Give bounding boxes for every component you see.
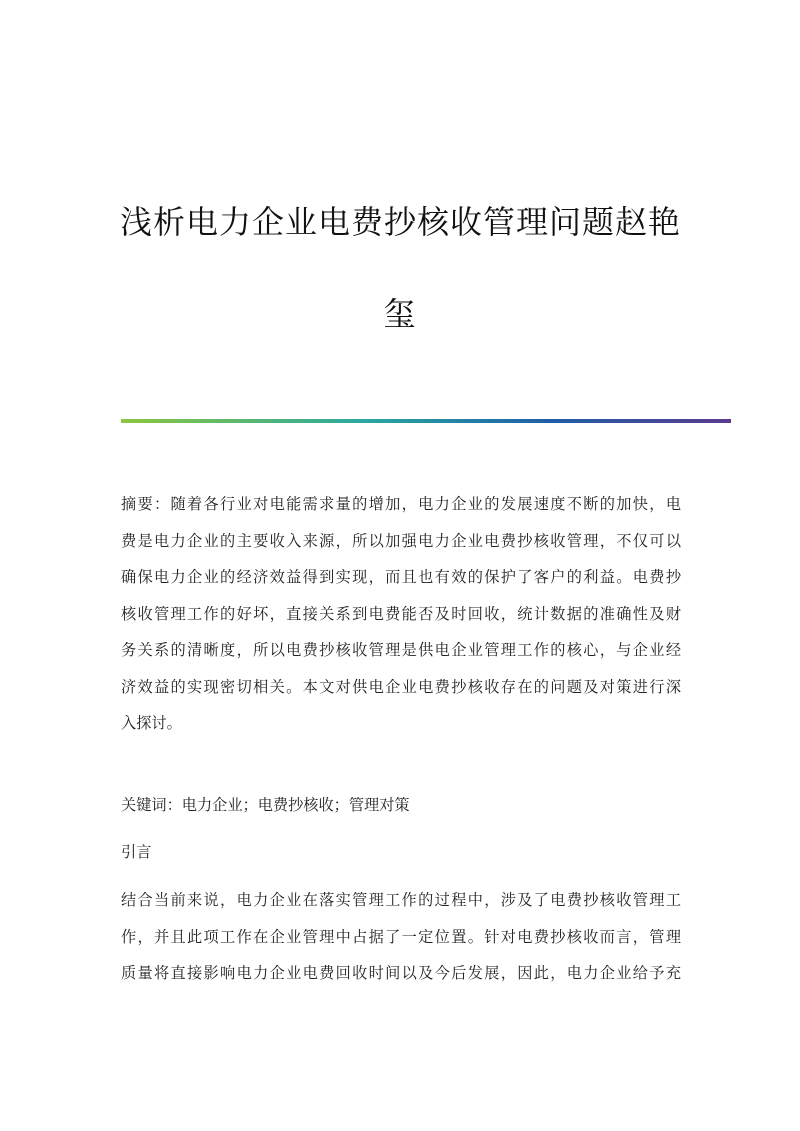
intro-section — [121, 882, 681, 992]
keywords-section — [121, 787, 681, 824]
intro-heading: 引言 — [121, 843, 152, 861]
intro-heading-section — [121, 834, 681, 871]
intro-line: 质量将直接影响电力企业电费回收时间以及今后发展，因此，电力企业给予充 — [121, 964, 681, 982]
abstract-paragraph — [121, 486, 681, 742]
abstract-line: 摘要：随着各行业对电能需求量的增加，电力企业的发展速度不断的加快，电 — [121, 495, 681, 513]
title-divider-rule — [121, 419, 731, 423]
abstract-section — [121, 486, 681, 742]
abstract-line: 入探讨。 — [121, 714, 182, 732]
abstract-line: 费是电力企业的主要收入来源，所以加强电力企业电费抄核收管理，不仅可以 — [121, 531, 681, 550]
intro-heading-paragraph — [121, 834, 681, 871]
intro-paragraph — [121, 882, 681, 992]
document-title — [120, 176, 680, 360]
abstract-line: 务关系的清晰度，所以电费抄核收管理是供电企业管理工作的核心，与企业经 — [121, 641, 681, 659]
keywords-line: 关键词：电力企业；电费抄核收；管理对策 — [121, 796, 410, 814]
abstract-line: 确保电力企业的经济效益得到实现，而且也有效的保护了客户的利益。电费抄 — [121, 568, 681, 586]
intro-line: 结合当前来说，电力企业在落实管理工作的过程中，涉及了电费抄核收管理工 — [121, 891, 681, 909]
abstract-line: 济效益的实现密切相关。本文对供电企业电费抄核收存在的问题及对策进行深 — [121, 677, 681, 696]
keywords-paragraph — [121, 787, 681, 824]
intro-line: 作，并且此项工作在企业管理中占据了一定位置。针对电费抄核收而言，管理 — [121, 927, 681, 946]
abstract-line: 核收管理工作的好坏，直接关系到电费能否及时回收，统计数据的准确性及财 — [121, 604, 681, 623]
title-line-2: 玺 — [383, 295, 417, 333]
title-line-1: 浅析电力企业电费抄核收管理问题赵艳 — [120, 203, 682, 241]
